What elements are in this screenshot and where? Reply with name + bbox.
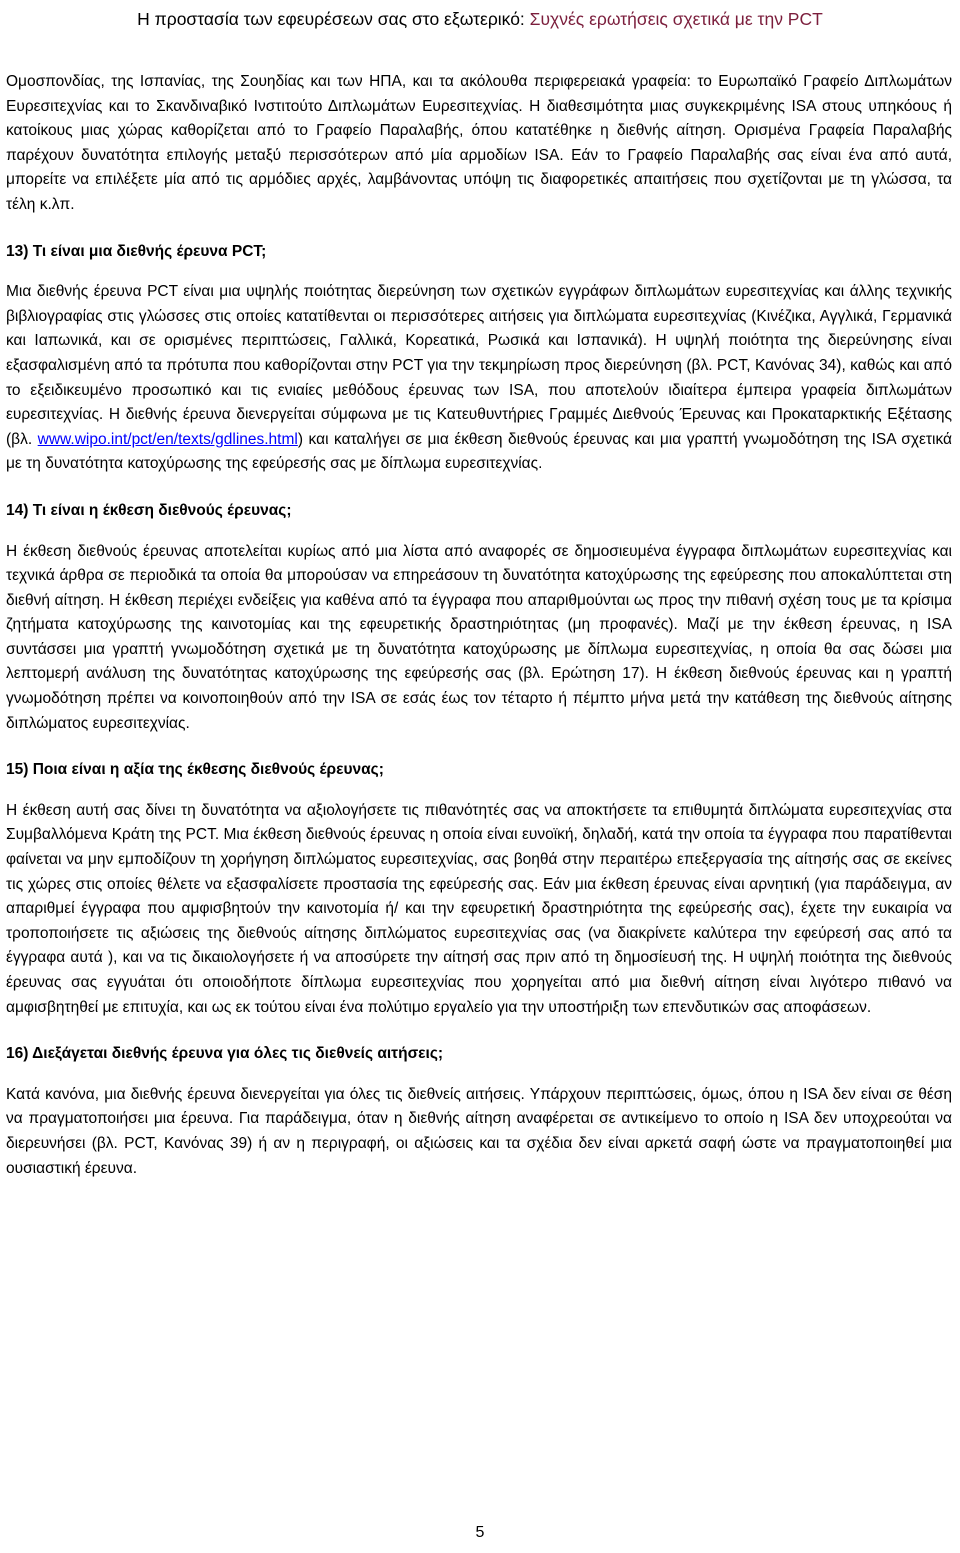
question-13-heading: 13) Τι είναι μια διεθνής έρευνα PCT; — [6, 242, 267, 260]
header-title: Η προστασία των εφευρέσεων σας στο εξωτερικό: — [137, 9, 530, 29]
question-16-answer: Κατά κανόνα, μια διεθνής έρευνα διενεργείται για όλες τις διεθνείς αιτήσεις. Υπάρχουν περιπτώσεις, όμως, όπου η ISA δεν είναι σε θέση να πραγματοποιήσει μια έρευνα. Για παράδειγμα, όταν η διεθνής αίτηση αναφέρεται σε αντικείμενο το οποίο η ISA δεν υποχρεούται να διερευνήσει (βλ. PCT, Κανόνας 39) ή αν η περιγραφή, οι αξιώσεις και τα σχέδια δεν είναι αρκετά σαφή ώστε να πραγματοποιηθεί μια ουσιαστική έρευνα. — [6, 1085, 952, 1177]
page-number: 5 — [475, 1524, 485, 1541]
question-14-answer: Η έκθεση διεθνούς έρευνας αποτελείται κυρίως από μια λίστα από αναφορές σε δημοσιευμένα έγγραφα διπλωμάτων ευρεσιτεχνίας και τεχνικά άρθρα σε περιοδικά τα οποία θα μπορούσαν να επηρεάσουν τη δυνατότητα κατοχύρωσης της εφεύρεσης που αποκαλύπτεται στη διεθνή αίτηση. Η έκθεση περιέχει ενδείξεις για καθένα από τα έγγραφα που απαριθμούνται ως προς την πιθανή σχέση τους με τα κρίσιμα ζητήματα κατοχύρωσης της καινοτομίας και της εφευρετικής δραστηριότητας (μη προφανές). Μαζί με την έκθεση έρευνας, η ISA συντάσσει μια γραπτή γνωμοδότηση σχετικά με τη δυνατότητα κατοχύρωσης με δίπλωμα ευρεσιτεχνίας, η οποία θα σας δώσει μια λεπτομερή ανάλυση της δυνατότητας κατοχύρωσης της εφεύρεσής σας (βλ. Ερώτηση 17). Η έκθεση διεθνούς έρευνας και η γραπτή γνωμοδότηση πρέπει να κοινοποιηθούν από την ISA σε εσάς έως τον τέταρτο ή πέμπτο μήνα μετά την κατάθεση της διεθνούς αίτησης διπλώματος ευρεσιτεχνίας. — [6, 542, 952, 732]
question-16-heading: 16) Διεξάγεται διεθνής έρευνα για όλες τις διεθνείς αιτήσεις; — [6, 1045, 444, 1063]
question-13-answer — [6, 280, 952, 477]
document-body — [6, 70, 952, 1181]
running-header — [0, 0, 960, 38]
intro-paragraph: Ομοσπονδίας, της Ισπανίας, της Σουηδίας και των ΗΠΑ, και τα ακόλουθα περιφερειακά γραφεία: το Ευρωπαϊκό Γραφείο Διπλωμάτων Ευρεσιτεχνίας και το Σκανδιναβικό Ινστιτούτο Διπλωμάτων Ευρεσιτεχνίας. Η διαθεσιμότητα μιας συγκεκριμένης ISA στους υπηκόους ή κατοίκους μιας χώρας καθορίζεται από το Γραφείο Παραλαβής, όπου κατατέθηκε η διεθνής αίτηση. Ορισμένα Γραφεία Παραλαβής παρέχουν δυνατότητα επιλογής μεταξύ περισσότερων από μία αρμοδίων ISA. Εάν το Γραφείο Παραλαβής σας είναι ένα από αυτά, μπορείτε να επιλέξετε μία από τις αρμόδιες αρχές, λαμβάνοντας υπόψη τις διαφορετικές απαιτήσεις που σχετίζονται με τη γλώσσα, τα τέλη κ.λπ. — [6, 73, 952, 213]
question-15-heading: 15) Ποια είναι η αξία της έκθεσης διεθνούς έρευνας; — [6, 761, 384, 779]
guidelines-link[interactable]: www.wipo.int/pct/en/texts/gdlines.html — [37, 430, 298, 448]
question-15-answer: Η έκθεση αυτή σας δίνει τη δυνατότητα να αξιολογήσετε τις πιθανότητές σας να αποκτήσετε τα επιθυμητά διπλώματα ευρεσιτεχνίας στα Συμβαλλόμενα Κράτη της PCT. Μια έκθεση διεθνούς έρευνας η οποία είναι ευνοϊκή, δηλαδή, κατά την οποία τα έγγραφα που παρατίθενται φαίνεται να μην εμποδίζουν τη χορήγηση διπλώματος ευρεσιτεχνίας, σας βοηθά στην περαιτέρω επεξεργασία της αίτησής σας σε εκείνες τις χώρες στις οποίες θέλετε να εξασφαλίσετε προστασία της εφεύρεσής σας. Εάν μια έκθεση έρευνας είναι αρνητική (για παράδειγμα, αν απαριθμεί έγγραφα που αμφισβητούν την καινοτομία ή/ και την εφευρετική δραστηριότητα της εφεύρεσής σας), έχετε την ευκαιρία να τροποποιήσετε τις αξιώσεις της διεθνούς αίτησης διπλώματος ευρεσιτεχνίας σας (να διακρίνετε καλύτερα την εφεύρεσή σας από τα έγγραφα αυτά ), και να τις δικαιολογήσετε ή να αποσύρετε την αίτησή σας πριν από τη δημοσίευσή της. Η υψηλή ποιότητα της διεθνούς έρευνας σας εγγυάται ότι οποιοδήποτε δίπλωμα ευρεσιτεχνίας που χορηγείται από μια διεθνή αίτηση είναι λιγότερο πιθανό να αμφισβητηθεί με επιτυχία, και ως εκ τούτου είναι ένα πολύτιμο εργαλείο για την υποστήριξη των επενδυτικών σας αποφάσεων. — [6, 801, 952, 1016]
answer-13-text-end: ) και καταλήγει σε μια έκθεση διεθνούς έρευνας και μια γραπτή γνωμοδότηση της ISA σχετικά με τη δυνατότητα κατοχύρωσης της εφεύρεσής σας με δίπλωμα ευρεσιτεχνίας. — [6, 430, 952, 473]
question-14-heading: 14) Τι είναι η έκθεση διεθνούς έρευνας; — [6, 501, 292, 519]
header-highlight: Συχνές ερωτήσεις σχετικά με την PCT — [529, 9, 823, 29]
answer-13-text: Μια διεθνής έρευνα PCT είναι μια υψηλής ποιότητας διερεύνηση των σχετικών εγγράφων διπλωμάτων ευρεσιτεχνίας και άλλης τεχνικής βιβλιογραφίας στις γλώσσες στις οποίες κατατίθενται οι περισσότερες αιτήσεις για διπλώματα ευρεσιτεχνίας (Κινέζικα, Αγγλικά, Γερμανικά και Ιαπωνικά, και σε ορισμένες περιπτώσεις, Γαλλικά, Κορεατικά, Ρωσικά και Ισπανικά). Η υψηλή ποιότητα της διερεύνησης είναι εξασφαλισμένη από τα πρότυπα που καθορίζονται στην PCT για την τεκμηρίωση προς διερεύνηση (βλ. PCT, Κανόνας 34), καθώς και από το εξειδικευμένο προσωπικό και τις ενιαίες μεθόδους έρευνας των ISA, που αποτελούν ιδιαίτερα έμπειρα γραφεία διπλωμάτων ευρεσιτεχνίας. Η διεθνής έρευνα διενεργείται σύμφωνα με τις Κατευθυντήριες Γραμμές Διεθνούς Έρευνας και Προκαταρκτικής Εξέτασης (βλ. — [6, 283, 952, 448]
